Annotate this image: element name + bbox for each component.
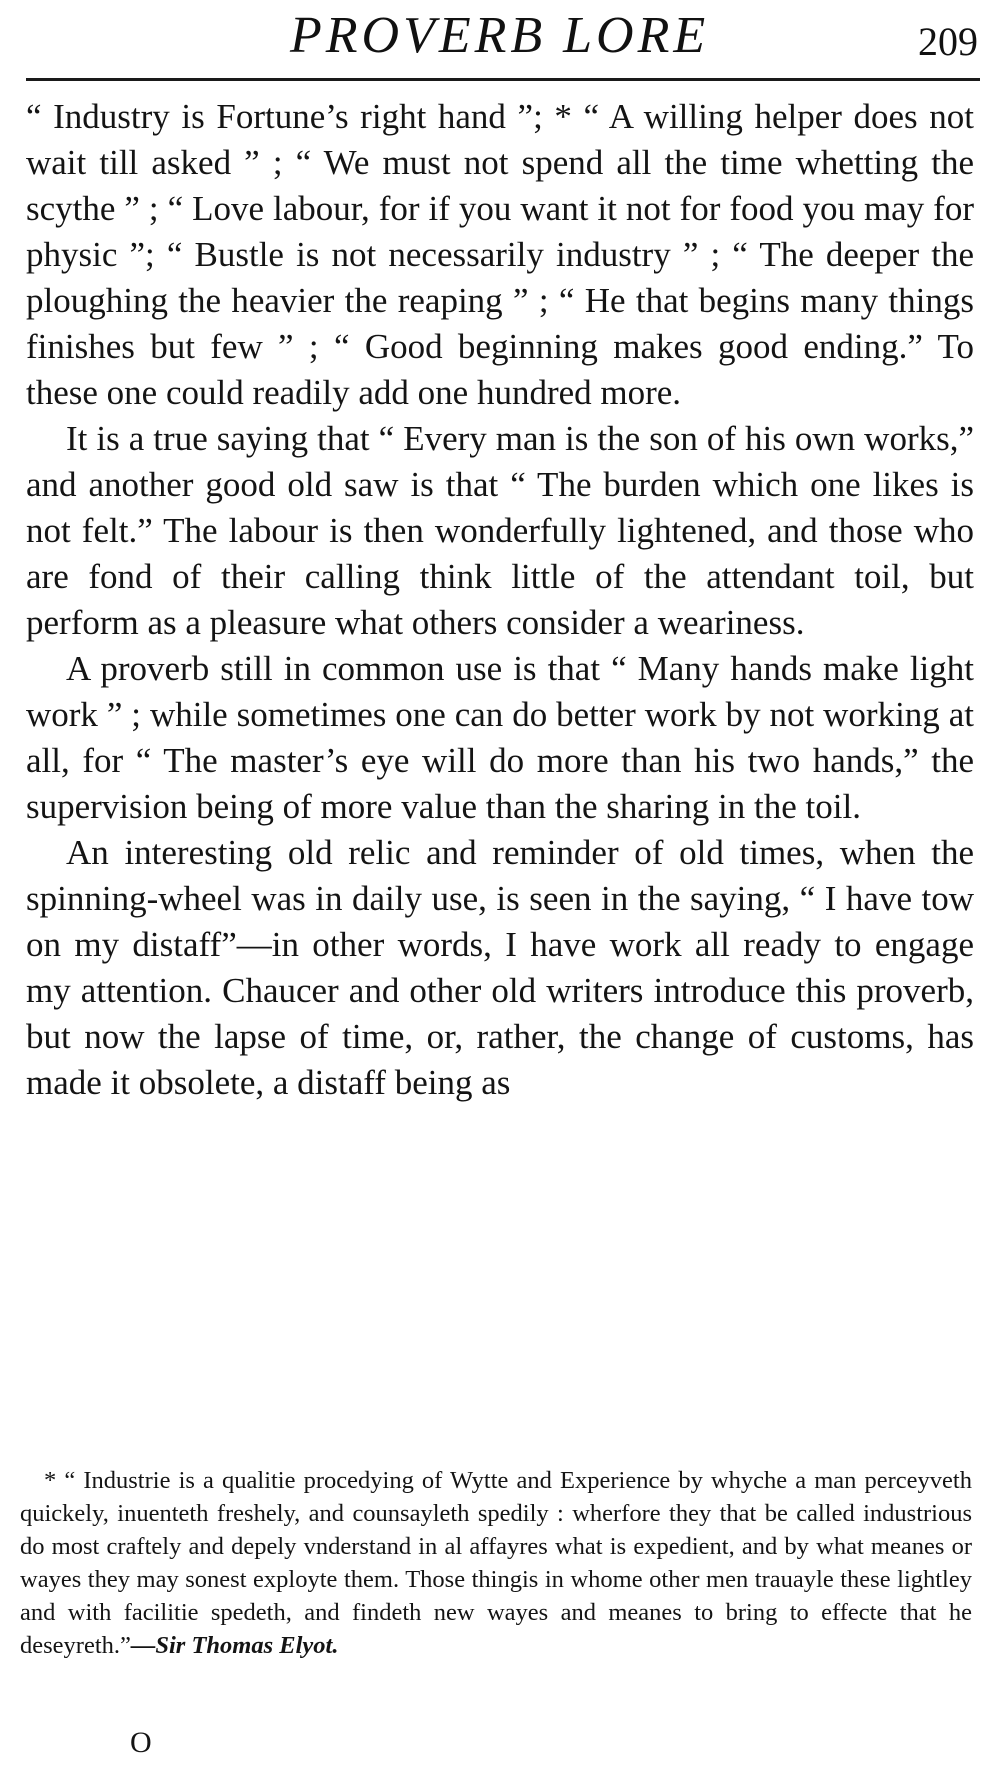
running-title: PROVERB LORE	[290, 7, 710, 64]
header-rule	[26, 78, 980, 81]
page-number: 209	[918, 19, 978, 64]
running-head	[0, 0, 1000, 80]
paragraph-tow-on-distaff: An interesting old relic and reminder of old times, when the spinning-wheel was in daily use, is seen in the saying, “ I have tow on my distaff”—in other words, I have work all ready to engage my attention. Chaucer and other old writers introduce this proverb, but now the lapse of time, or, rather, the change of customs, has made it obsolete, a distaff being as	[26, 833, 974, 1102]
footnote	[20, 1464, 972, 1662]
body-text	[26, 94, 974, 1106]
paragraph-industry-proverbs: “ Industry is Fortune’s right hand ”; * “ A willing helper does not wait till asked ” ; “ We must not spend all the time whetting the scythe ” ; “ Love labour, for if you want it not for food you may for physic ”; “ Bustle is not necessarily industry ” ; “ The deeper the ploughing the heavier the reaping ” ; “ He that begins many things finishes but few ” ; “ Good beginning makes good ending.” To these one could readily add one hundred more.	[26, 97, 974, 412]
footnote-text: * “ Industrie is a qualitie procedying of Wytte and Experience by whyche a man perceyveth quickely, inuenteth freshely, and counsayleth spedily : wherfore they that be called industrious do most craftely and depely vnderstand in al affayres what is expedient, and by what meanes or wayes they may sonest exployte them. Those thingis in whome other men trauayle these lightley and with facilitie spedeth, and findeth new wayes and meanes to bring to effecte that he deseyreth.”	[20, 1467, 972, 1659]
footnote-attribution: —Sir Thomas Elyot.	[130, 1632, 339, 1659]
signature-mark: O	[130, 1726, 152, 1759]
paragraph-many-hands: A proverb still in common use is that “ Many hands make light work ” ; while sometimes one can do better work by not working at all, for “ The master’s eye will do more than his two hands,” the supervision being of more value than the sharing in the toil.	[26, 649, 974, 826]
footnote-paragraph	[20, 1464, 972, 1662]
paragraph-son-of-his-works: It is a true saying that “ Every man is the son of his own works,” and another good old saw is that “ The burden which one likes is not felt.” The labour is then wonderfully lightened, and those who are fond of their calling think little of the attendant toil, but perform as a pleasure what others consider a weariness.	[26, 419, 974, 642]
